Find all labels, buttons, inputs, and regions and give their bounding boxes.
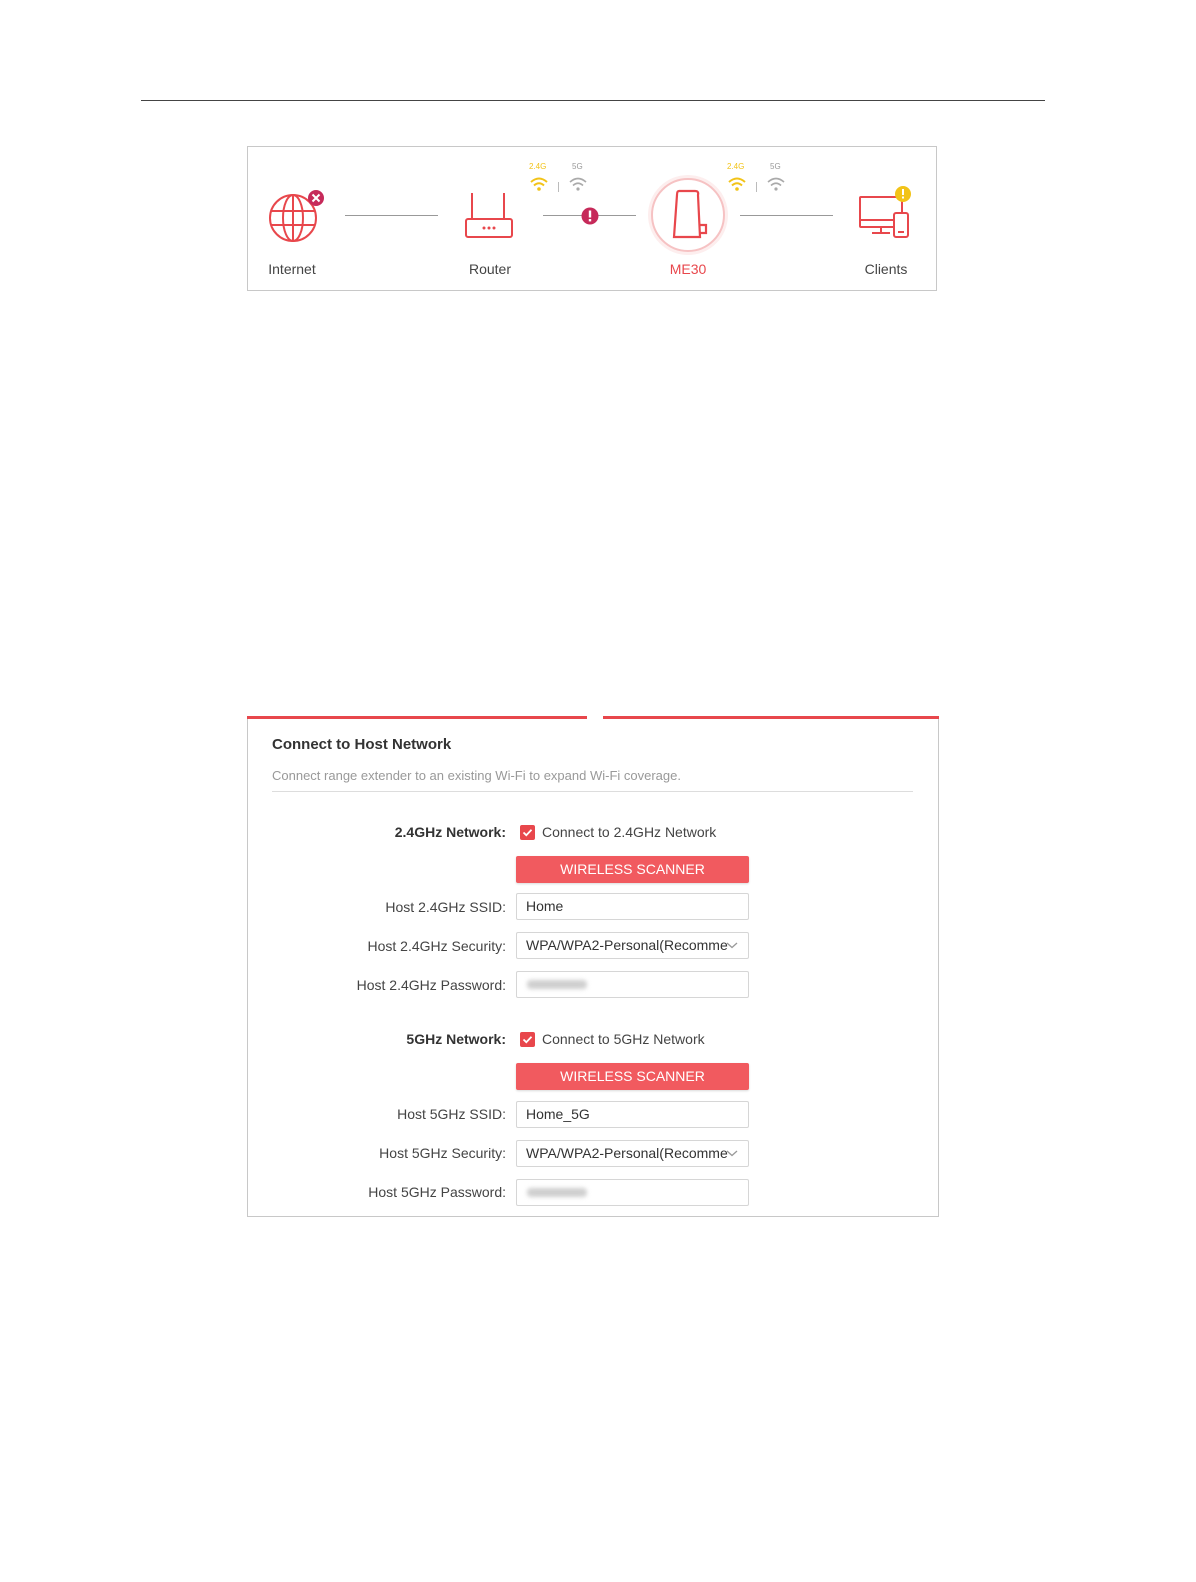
host-5-security-label: Host 5GHz Security:: [379, 1145, 506, 1161]
extender-band-5-label: 5G: [770, 162, 781, 171]
network-topology-panel: [247, 146, 937, 291]
chevron-down-icon: [726, 939, 738, 951]
network-5-checkbox-label[interactable]: Connect to 5GHz Network: [542, 1031, 705, 1047]
wifi-24-icon: [529, 176, 549, 192]
topology-node-internet[interactable]: [232, 147, 352, 292]
host-24-ssid-label: Host 2.4GHz SSID:: [385, 899, 506, 915]
wireless-scanner-5-button[interactable]: WIRELESS SCANNER: [516, 1063, 749, 1090]
wifi-5-icon: [568, 176, 588, 192]
network-5-label: 5GHz Network:: [406, 1031, 506, 1047]
network-24-checkbox[interactable]: [520, 825, 535, 840]
host-24-security-label: Host 2.4GHz Security:: [367, 938, 506, 954]
link-extender-clients: [740, 215, 833, 216]
host-5-password-input[interactable]: [516, 1179, 749, 1206]
panel-divider: [272, 791, 913, 792]
host-5-ssid-label: Host 5GHz SSID:: [397, 1106, 506, 1122]
checkmark-icon: [520, 825, 535, 840]
link-internet-router: [345, 215, 438, 216]
band-separator: [558, 182, 559, 192]
extender-icon: [646, 173, 730, 257]
host-24-password-label: Host 2.4GHz Password:: [356, 977, 506, 993]
panel-notch: [587, 716, 603, 719]
password-mask: [527, 1188, 587, 1197]
topology-label-extender: ME30: [669, 261, 707, 277]
host-5-security-select[interactable]: [516, 1140, 749, 1167]
host-24-ssid-value: Home: [526, 898, 564, 914]
extender-wifi-bands: [727, 162, 797, 198]
network-24-label: 2.4GHz Network:: [394, 824, 506, 840]
error-icon[interactable]: [581, 207, 599, 225]
host-5-ssid-input[interactable]: [516, 1101, 749, 1128]
router-band-24-label: 2.4G: [529, 162, 547, 171]
host-24-ssid-input[interactable]: [516, 893, 749, 920]
globe-icon: [268, 189, 328, 245]
topology-label-router: Router: [468, 261, 512, 277]
router-band-5-label: 5G: [572, 162, 583, 171]
header-rule: [141, 100, 1045, 101]
topology-label-clients: Clients: [864, 261, 908, 277]
network-24-checkbox-label[interactable]: Connect to 2.4GHz Network: [542, 824, 717, 840]
wireless-scanner-24-button[interactable]: WIRELESS SCANNER: [516, 856, 749, 883]
network-5-checkbox[interactable]: [520, 1032, 535, 1047]
router-wifi-bands: [529, 162, 599, 198]
wifi-24-icon: [727, 176, 747, 192]
host-24-password-input[interactable]: [516, 971, 749, 998]
checkmark-icon: [520, 1032, 535, 1047]
chevron-down-icon: [726, 1147, 738, 1159]
panel-description: Connect range extender to an existing Wi-Fi to expand Wi-Fi coverage.: [272, 768, 681, 783]
band-separator: [756, 182, 757, 192]
host-24-security-select[interactable]: [516, 932, 749, 959]
topology-label-internet: Internet: [268, 261, 316, 277]
panel-title: Connect to Host Network: [272, 736, 452, 753]
topology-node-clients[interactable]: [826, 147, 946, 292]
extender-band-24-label: 2.4G: [727, 162, 745, 171]
password-mask: [527, 980, 587, 989]
host-5-password-label: Host 5GHz Password:: [368, 1184, 506, 1200]
host-5-security-value: WPA/WPA2-Personal(Recomme: [526, 1145, 728, 1161]
connect-host-network-panel: [247, 716, 939, 1217]
host-5-ssid-value: Home_5G: [526, 1106, 590, 1122]
wifi-5-icon: [766, 176, 786, 192]
host-24-security-value: WPA/WPA2-Personal(Recomme: [526, 937, 728, 953]
router-icon: [464, 191, 516, 241]
clients-icon: [858, 185, 918, 245]
